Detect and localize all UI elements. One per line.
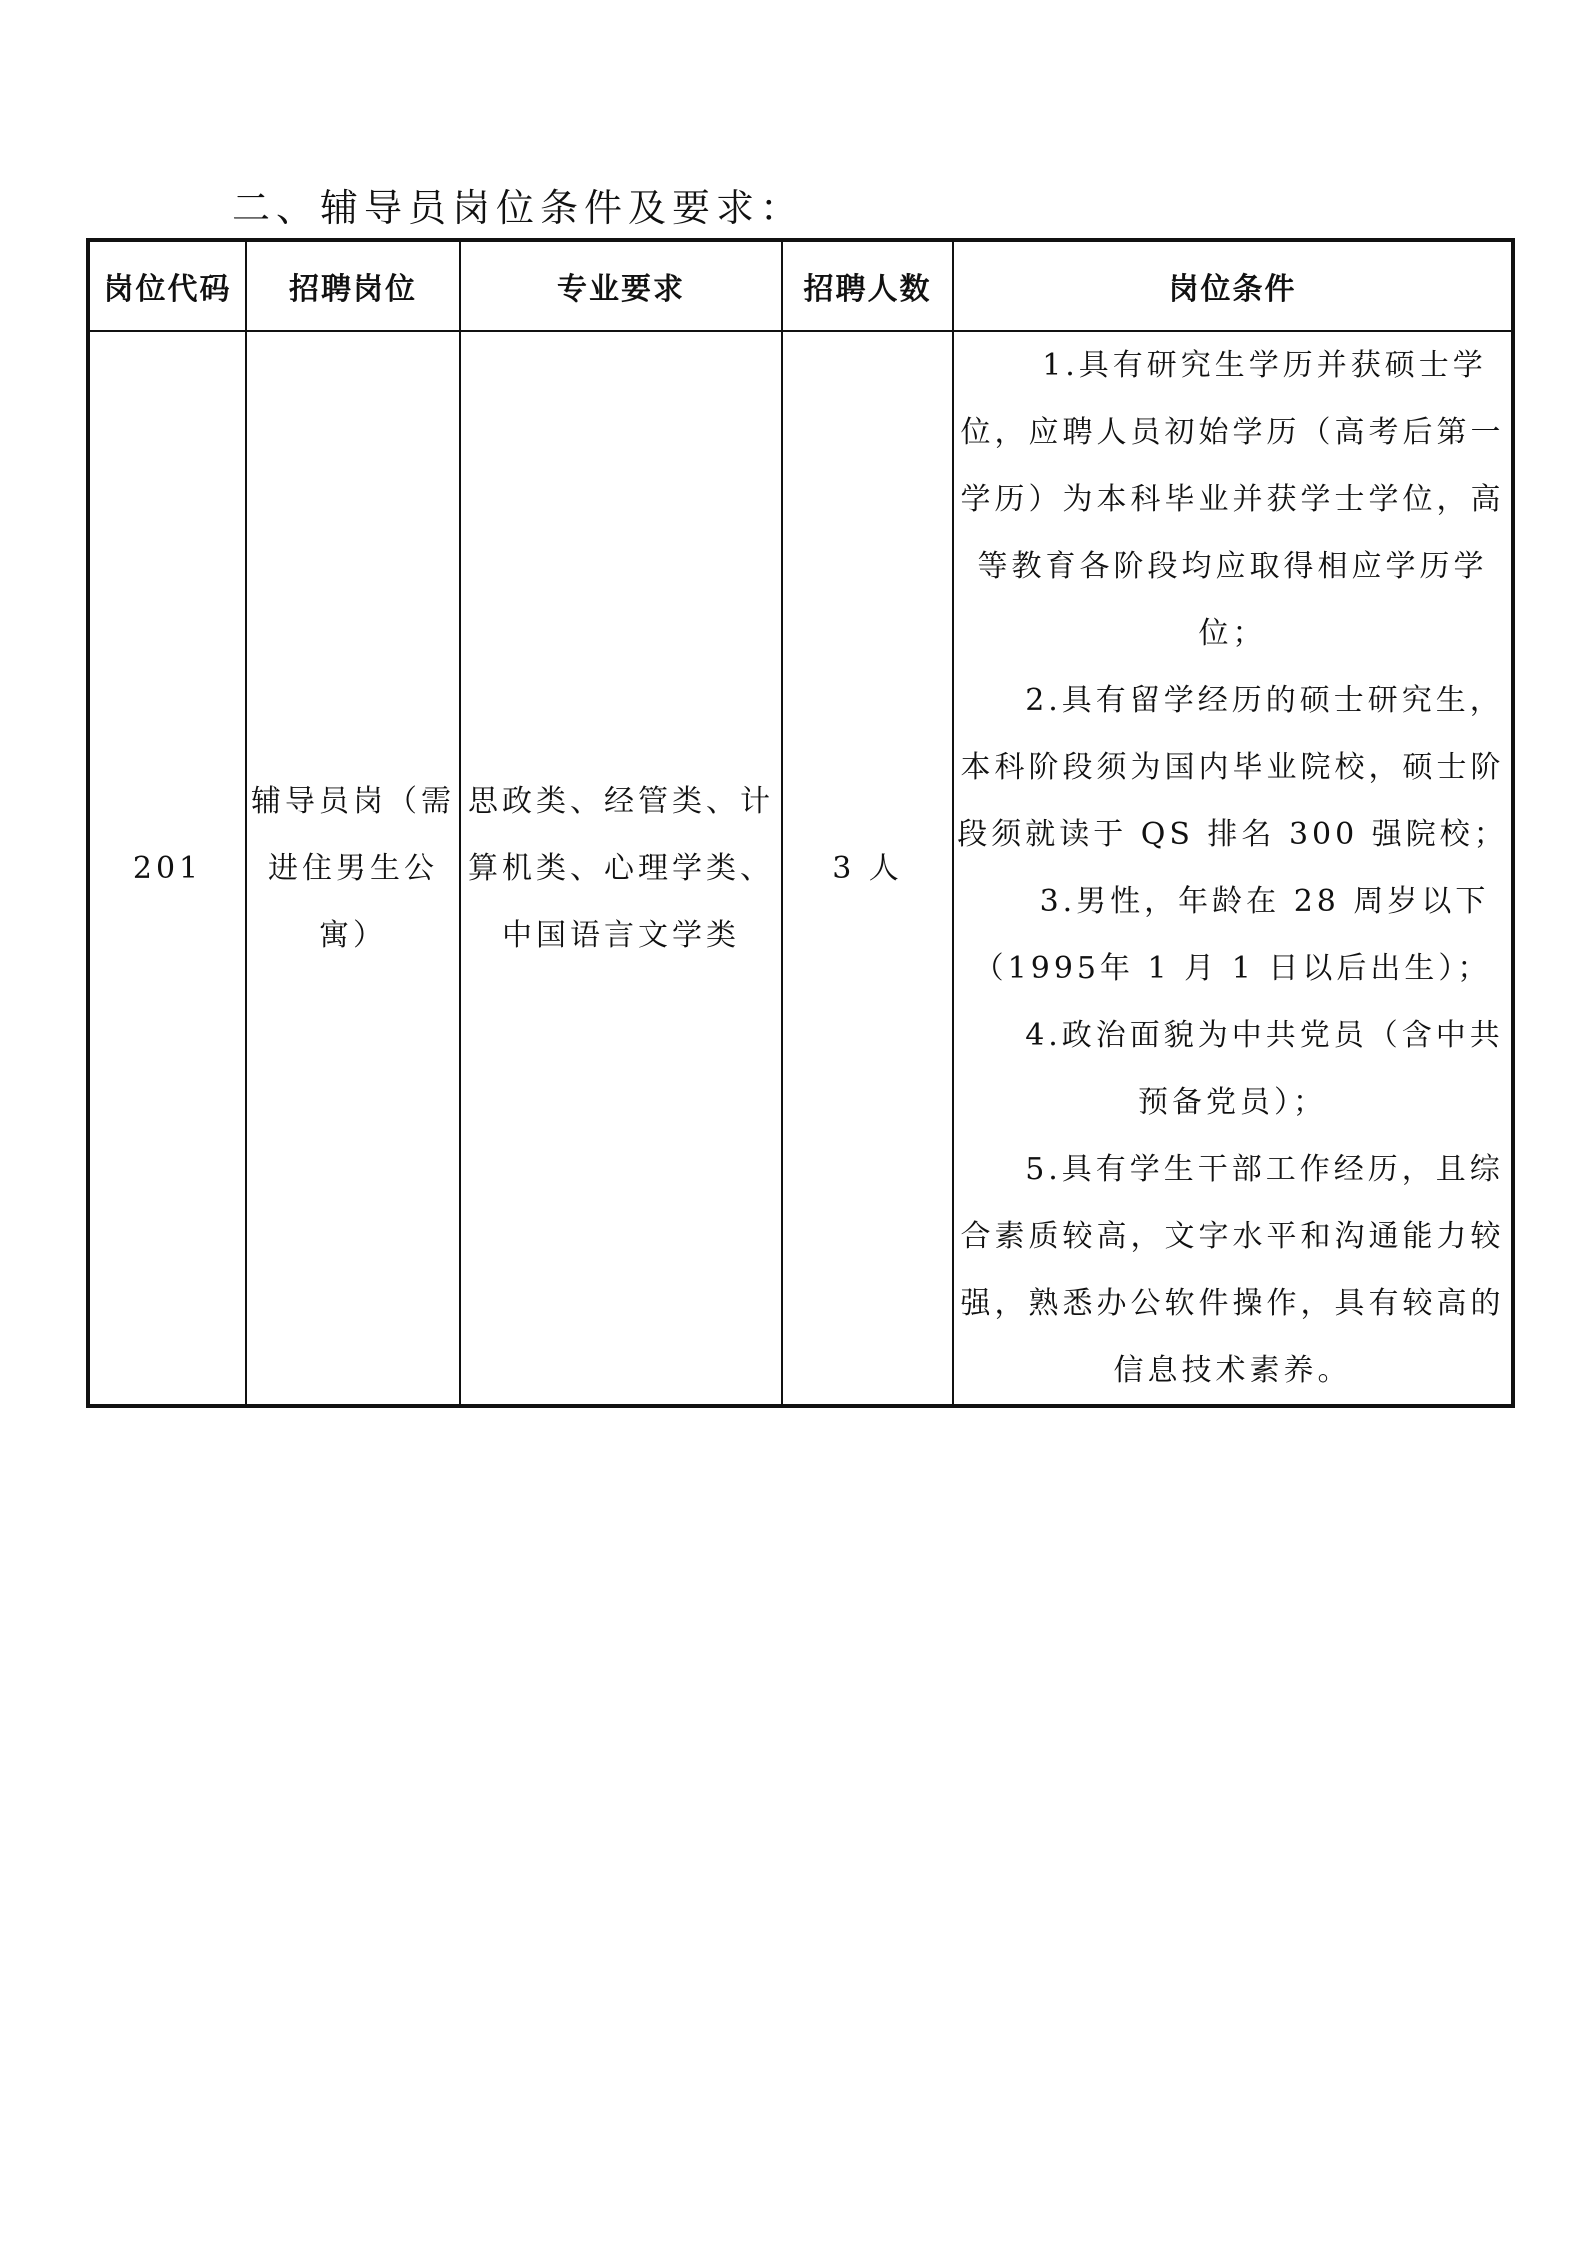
condition-item: 2.具有留学经历的硕士研究生，本科阶段须为国内毕业院校，硕士阶段须就读于 QS 排名 300 强院校； <box>957 683 1508 852</box>
condition-item: 5.具有学生干部工作经历，且综合素质较高，文字水平和沟通能力较强，熟悉办公软件操作，具有较高的信息技术素养。 <box>960 1152 1505 1388</box>
section-heading: 二、辅导员岗位条件及要求： <box>232 186 805 230</box>
table-row <box>88 331 1513 1406</box>
header-recruitment-count: 招聘人数 <box>782 240 953 331</box>
header-major-requirement: 专业要求 <box>460 240 782 331</box>
condition-item: 4.政治面貌为中共党员（含中共预备党员）； <box>1025 1018 1504 1120</box>
condition-item: 1.具有研究生学历并获硕士学位，应聘人员初始学历（高考后第一学历）为本科毕业并获学士学位，高等教育各阶段均应取得相应学历学位； <box>960 348 1505 651</box>
cell-recruitment-post: 辅导员岗（需进住男生公寓） <box>246 331 460 1406</box>
header-position-conditions: 岗位条件 <box>953 240 1513 331</box>
cell-recruitment-count: 3 人 <box>782 331 953 1406</box>
positions-table <box>86 238 1515 1408</box>
condition-item: 3.男性，年龄在 28 周岁以下（1995年 1 月 1 日以后出生）； <box>973 884 1492 986</box>
header-recruitment-post: 招聘岗位 <box>246 240 460 331</box>
table-header-row <box>88 240 1513 331</box>
cell-position-conditions <box>953 331 1513 1406</box>
header-position-code: 岗位代码 <box>88 240 246 331</box>
cell-position-code: 201 <box>88 331 246 1406</box>
cell-major-requirement: 思政类、经管类、计算机类、心理学类、中国语言文学类 <box>460 331 782 1406</box>
